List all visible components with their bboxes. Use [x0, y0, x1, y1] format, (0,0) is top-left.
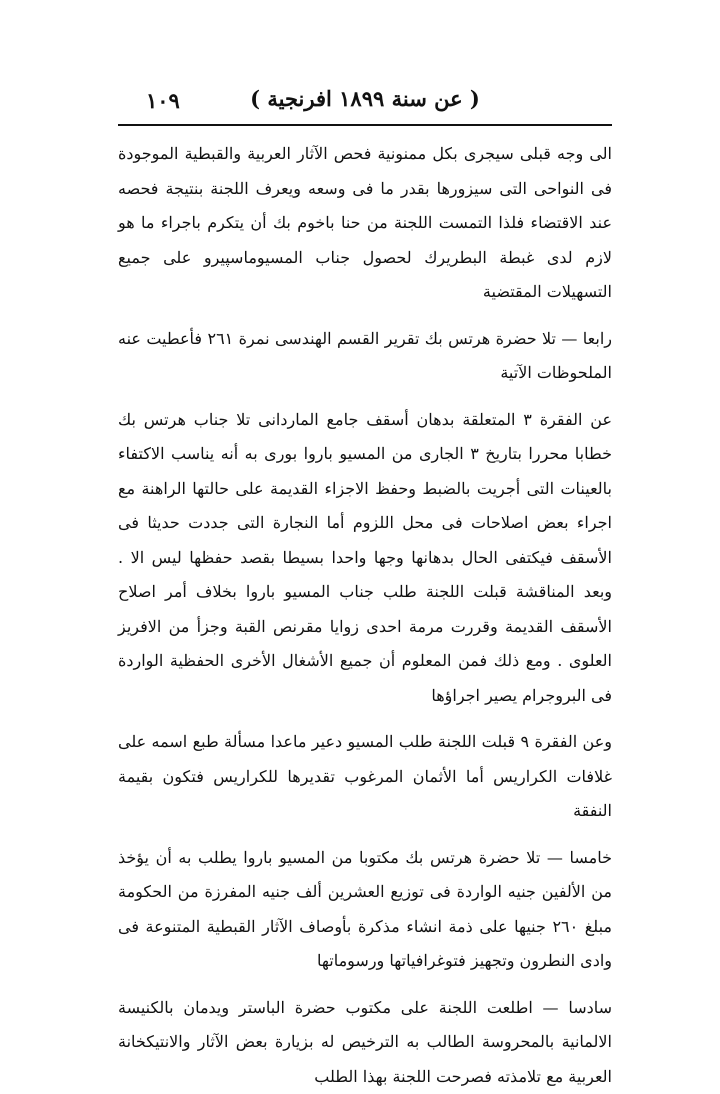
paragraph-fourth-item: رابعا — تلا حضرة هرتس بك تقرير القسم الهندسى نمرة ٢٦١ فأعطيت عنه الملحوظات الآتية [118, 322, 612, 391]
paragraph-continuation: الى وجه قبلى سيجرى بكل ممنونية فحص الآثار العربية والقبطية الموجودة فى النواحى التى سيزورها بقدر ما فى وسعه ويعرف اللجنة بنتيجة فحصه عند الاقتضاء فلذا التمست اللجنة من حنا باخوم بك أن يتكرم باجراء ما هو لازم لدى غبطة البطريرك لحصول جناب المسيوماسپيرو على جميع التسهيلات المقتضية [118, 137, 612, 310]
paragraph-fifth-item: خامسا — تلا حضرة هرتس بك مكتوبا من المسيو باروا يطلب به أن يؤخذ من الألفين جنيه الواردة فى توزيع العشرين ألف جنيه المفرزة من الحكومة مبلغ ٢٦٠ جنيها على ذمة انشاء مذكرة بأوصاف الآثار القبطية المتنوعة فى وادى النطرون وتجهيز فتوغرافياتها ورسوماتها [118, 841, 612, 979]
page-header [118, 86, 612, 122]
paragraph-clause-3: عن الفقرة ٣ المتعلقة بدهان أسقف جامع الماردانى تلا جناب هرتس بك خطابا محررا بتاريخ ٣ الجارى من المسيو باروا بورى به أنه يناسب الاكتفاء بالعينات التى أجريت بالضبط وحفظ الاجزاء القديمة على حالتها الراهنة مع اجراء بعض اصلاحات فى محل اللزوم أما النجارة التى جددت حديثا فى الأسقف فيكتفى الحال بدهانها وجها واحدا بسيطا بقصد حفظها ليس الا . وبعد المناقشة قبلت اللجنة طلب جناب المسيو باروا بخلاف أمر اصلاح الأسقف القديمة وقررت مرمة احدى زوايا مقرنص القبة وجزأ من الافريز العلوى . ومع ذلك فمن المعلوم أن جميع الأشغال الأخرى الحفظية الواردة فى البروجرام يصير اجراؤها [118, 403, 612, 714]
header-rule [118, 124, 612, 126]
paragraph-sixth-item: سادسا — اطلعت اللجنة على مكتوب حضرة الباستر ويدمان بالكنيسة الالمانية بالمحروسة الطالب به الترخيص له بزيارة بعض الآثار والانتيكخانة العربية مع تلامذته فصرحت اللجنة بهذا الطلب [118, 991, 612, 1094]
page-number: ١٠٩ [146, 88, 180, 113]
body-text [118, 137, 612, 1094]
running-title: ( عن سنة ١٨٩٩ افرنجية ) [118, 86, 612, 111]
paragraph-clause-9: وعن الفقرة ٩ قبلت اللجنة طلب المسيو دعير ماعدا مسألة طبع اسمه على غلافات الكراريس أما الأثمان المرغوب تقديرها للكراريس فتكون بقيمة النفقة [118, 725, 612, 829]
